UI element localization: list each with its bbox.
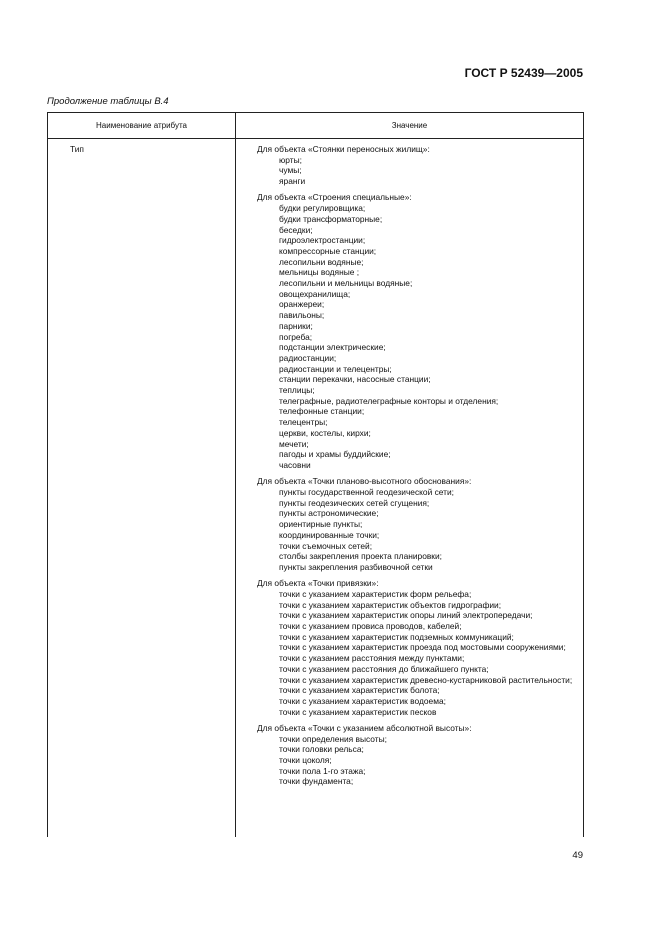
value-item: лесопильни и мельницы водяные; xyxy=(279,278,413,289)
page-number: 49 xyxy=(572,850,583,861)
table-caption: Продолжение таблицы В.4 xyxy=(47,96,169,107)
value-item: парники; xyxy=(279,320,313,331)
value-item: оранжереи; xyxy=(279,299,325,310)
value-group xyxy=(257,476,577,572)
value-item: точки с указанием характеристик болота; xyxy=(279,685,440,696)
value-item: пункты закрепления разбивочной сетки xyxy=(279,561,433,572)
value-list xyxy=(257,144,577,793)
value-item: точки с указанием расстояния до ближайшего пункта; xyxy=(279,663,489,674)
value-item: точки пола 1-го этажа; xyxy=(279,765,366,776)
value-item: телефонные станции; xyxy=(279,406,365,417)
value-item: часовни xyxy=(279,459,311,470)
value-item: чумы; xyxy=(279,165,302,176)
value-group xyxy=(257,723,577,787)
group-heading: Для объекта «Стоянки переносных жилищ»: xyxy=(257,144,430,154)
value-item: точки с указанием характеристик песков xyxy=(279,706,437,717)
value-item: точки цоколя; xyxy=(279,755,332,766)
value-item: точки с указанием характеристик объектов гидрографии; xyxy=(279,599,502,610)
column-header-attribute: Наименование атрибута xyxy=(96,121,187,130)
value-item: радиостанции; xyxy=(279,352,337,363)
value-item: точки с указанием расстояния между пунктами; xyxy=(279,653,465,664)
value-item: беседки; xyxy=(279,224,313,235)
value-item: координированные точки; xyxy=(279,529,380,540)
value-item: мечети; xyxy=(279,438,309,449)
value-item: пункты государственной геодезической сети; xyxy=(279,486,454,497)
value-group xyxy=(257,578,577,717)
value-item: пункты астрономические; xyxy=(279,508,379,519)
value-item: точки с указанием характеристик подземных коммуникаций; xyxy=(279,631,514,642)
value-item: пагоды и храмы буддийские; xyxy=(279,449,391,460)
value-item: телеграфные, радиотелеграфные конторы и отделения; xyxy=(279,395,499,406)
value-item: теплицы; xyxy=(279,385,315,396)
value-item: подстанции электрические; xyxy=(279,342,386,353)
value-item: точки определения высоты; xyxy=(279,733,387,744)
group-heading: Для объекта «Точки с указанием абсолютной высоты»: xyxy=(257,722,472,733)
value-item: компрессорные станции; xyxy=(279,245,377,256)
value-item: мельницы водяные ; xyxy=(279,267,360,278)
value-item: лесопильни водяные; xyxy=(279,256,364,267)
value-item: радиостанции и телецентры; xyxy=(279,363,392,374)
value-item: телецентры; xyxy=(279,417,328,428)
value-group xyxy=(257,144,577,187)
value-item: юрты; xyxy=(279,154,302,165)
value-item: точки съемочных сетей; xyxy=(279,540,373,551)
value-item: точки с указанием характеристик водоема; xyxy=(279,695,446,706)
value-item: яранги xyxy=(279,176,306,187)
header-divider xyxy=(48,138,583,139)
value-item: станции перекачки, насосные станции; xyxy=(279,374,431,385)
attribute-name: Тип xyxy=(70,144,84,154)
value-item: овощехранилища; xyxy=(279,288,351,299)
value-item: точки с указанием провиса проводов, кабелей; xyxy=(279,621,462,632)
value-item: ориентирные пункты; xyxy=(279,519,363,530)
group-heading: Для объекта «Точки привязки»: xyxy=(257,578,379,589)
value-item: пункты геодезических сетей сгущения; xyxy=(279,497,430,508)
value-item: точки с указанием характеристик форм рельефа; xyxy=(279,588,472,599)
value-group xyxy=(257,192,577,470)
group-heading: Для объекта «Строения специальные»: xyxy=(257,192,412,203)
group-heading: Для объекта «Точки планово-высотного обоснования»: xyxy=(257,476,472,487)
value-item: точки с указанием характеристик опоры линий электропередачи; xyxy=(279,610,533,621)
value-item: точки головки рельса; xyxy=(279,744,364,755)
value-item: столбы закрепления проекта планировки; xyxy=(279,551,442,562)
value-item: гидроэлектростанции; xyxy=(279,235,366,246)
value-item: точки с указанием характеристик проезда под мостовыми сооружениями; xyxy=(279,642,566,653)
value-item: погреба; xyxy=(279,331,313,342)
value-item: будки регулировщика; xyxy=(279,203,366,214)
column-header-value: Значение xyxy=(391,121,428,130)
standard-code: ГОСТ Р 52439—2005 xyxy=(464,66,583,80)
value-item: павильоны; xyxy=(279,310,325,321)
value-item: точки фундамента; xyxy=(279,776,354,787)
column-divider xyxy=(235,113,236,837)
value-item: будки трансформаторные; xyxy=(279,213,383,224)
value-item: церкви, костелы, кирхи; xyxy=(279,427,371,438)
value-item: точки с указанием характеристик древесно-кустарниковой растительности; xyxy=(279,674,573,685)
attribute-table xyxy=(47,112,584,837)
